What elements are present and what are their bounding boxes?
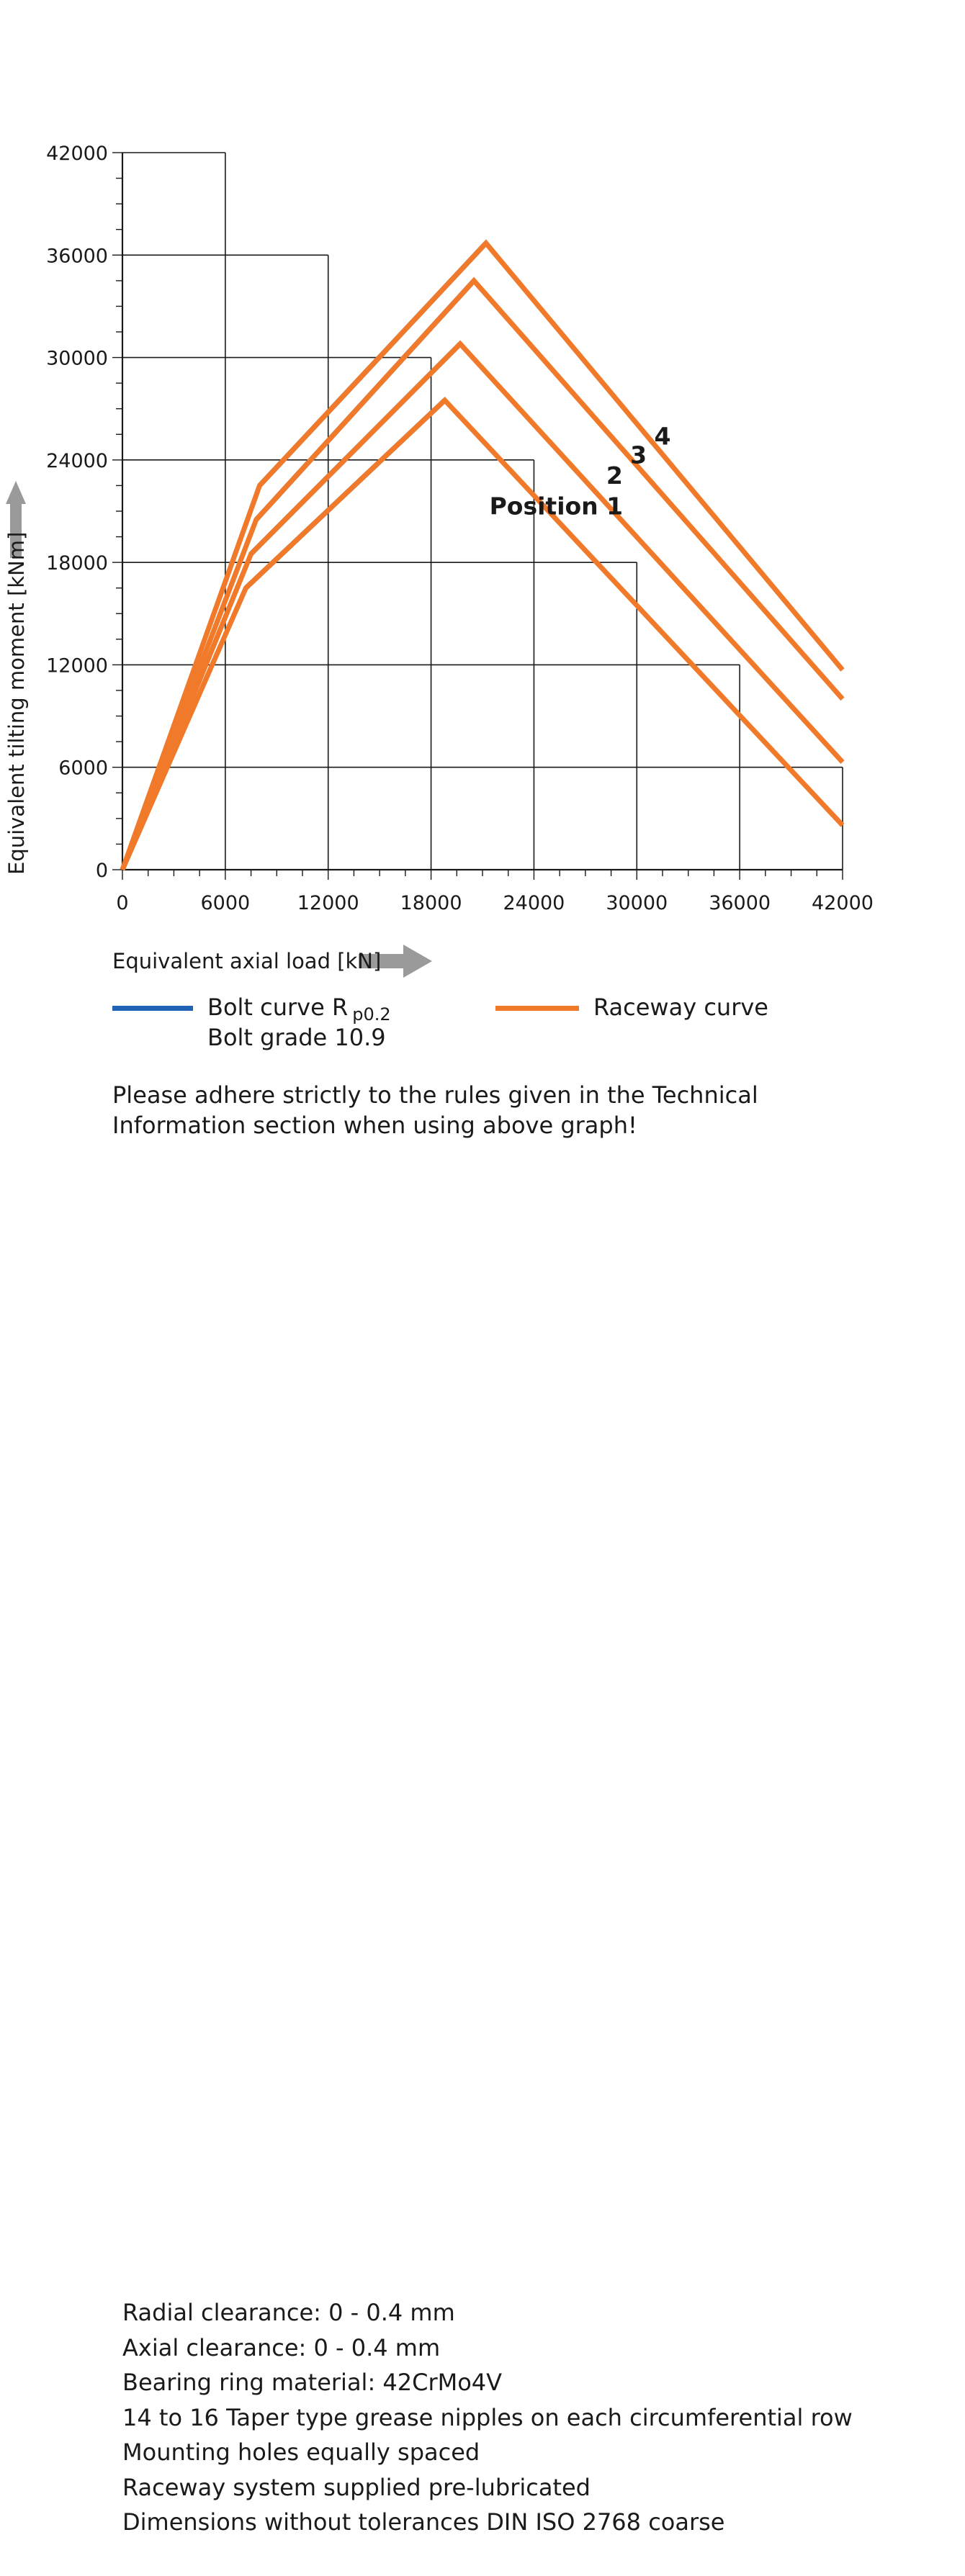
position-label: 3 [630, 441, 647, 469]
x-tick-label: 0 [116, 892, 129, 914]
chart-grid [122, 153, 843, 870]
raceway-curve-line [122, 243, 843, 870]
series-lines [122, 243, 843, 870]
y-tick-label: 42000 [46, 143, 108, 165]
legend [112, 994, 768, 1066]
x-axis-label: Equivalent axial load [kN] [112, 949, 382, 973]
legend-raceway-swatch [495, 1006, 579, 1011]
spec-item: Raceway system supplied pre-lubricated [122, 2473, 591, 2501]
usage-note [112, 1080, 832, 1140]
y-tick-label: 36000 [46, 245, 108, 268]
legend-bolt-swatch [112, 1006, 193, 1011]
minor-ticks [112, 153, 843, 880]
legend-raceway-label: Raceway curve [593, 994, 768, 1021]
legend-bolt-subscript: p0.2 [352, 1004, 391, 1025]
x-tick-label: 18000 [400, 892, 462, 914]
spec-item: 14 to 16 Taper type grease nipples on each circumferential row [122, 2403, 853, 2431]
x-tick-label: 42000 [812, 892, 874, 914]
load-diagram-chart [0, 0, 965, 994]
specifications-list [122, 2295, 915, 2540]
y-tick-label: 24000 [46, 449, 108, 472]
y-tick-labels [46, 143, 108, 882]
y-tick-label: 12000 [46, 654, 108, 677]
legend-bolt-label: Bolt curve R [207, 994, 349, 1021]
position-label: 2 [606, 461, 623, 490]
spec-item: Axial clearance: 0 - 0.4 mm [122, 2333, 441, 2361]
y-axis-label: Equivalent tilting moment [kNm] [4, 531, 29, 875]
x-tick-label: 36000 [709, 892, 771, 914]
x-tick-label: 6000 [200, 892, 251, 914]
x-tick-label: 24000 [503, 892, 565, 914]
x-tick-labels [116, 892, 874, 914]
position-label: 4 [654, 422, 671, 451]
legend-bolt-grade: Bolt grade 10.9 [207, 1024, 386, 1051]
position-label: Position 1 [489, 492, 624, 521]
raceway-curve-line [122, 400, 843, 870]
x-tick-label: 30000 [606, 892, 668, 914]
y-tick-label: 18000 [46, 552, 108, 575]
y-tick-label: 30000 [46, 347, 108, 370]
x-tick-label: 12000 [297, 892, 359, 914]
spec-item: Mounting holes equally spaced [122, 2438, 480, 2466]
usage-note-line-1: Please adhere strictly to the rules given in the Technical [112, 1081, 758, 1109]
spec-item: Bearing ring material: 42CrMo4V [122, 2369, 503, 2396]
spec-item: Radial clearance: 0 - 0.4 mm [122, 2299, 455, 2326]
spec-item: Dimensions without tolerances DIN ISO 2768 coarse [122, 2508, 725, 2536]
raceway-curve-line [122, 344, 843, 870]
usage-note-line-2: Information section when using above graph! [112, 1112, 637, 1139]
y-tick-label: 6000 [58, 757, 108, 780]
y-tick-label: 0 [95, 860, 108, 882]
chart-axes [122, 153, 843, 870]
